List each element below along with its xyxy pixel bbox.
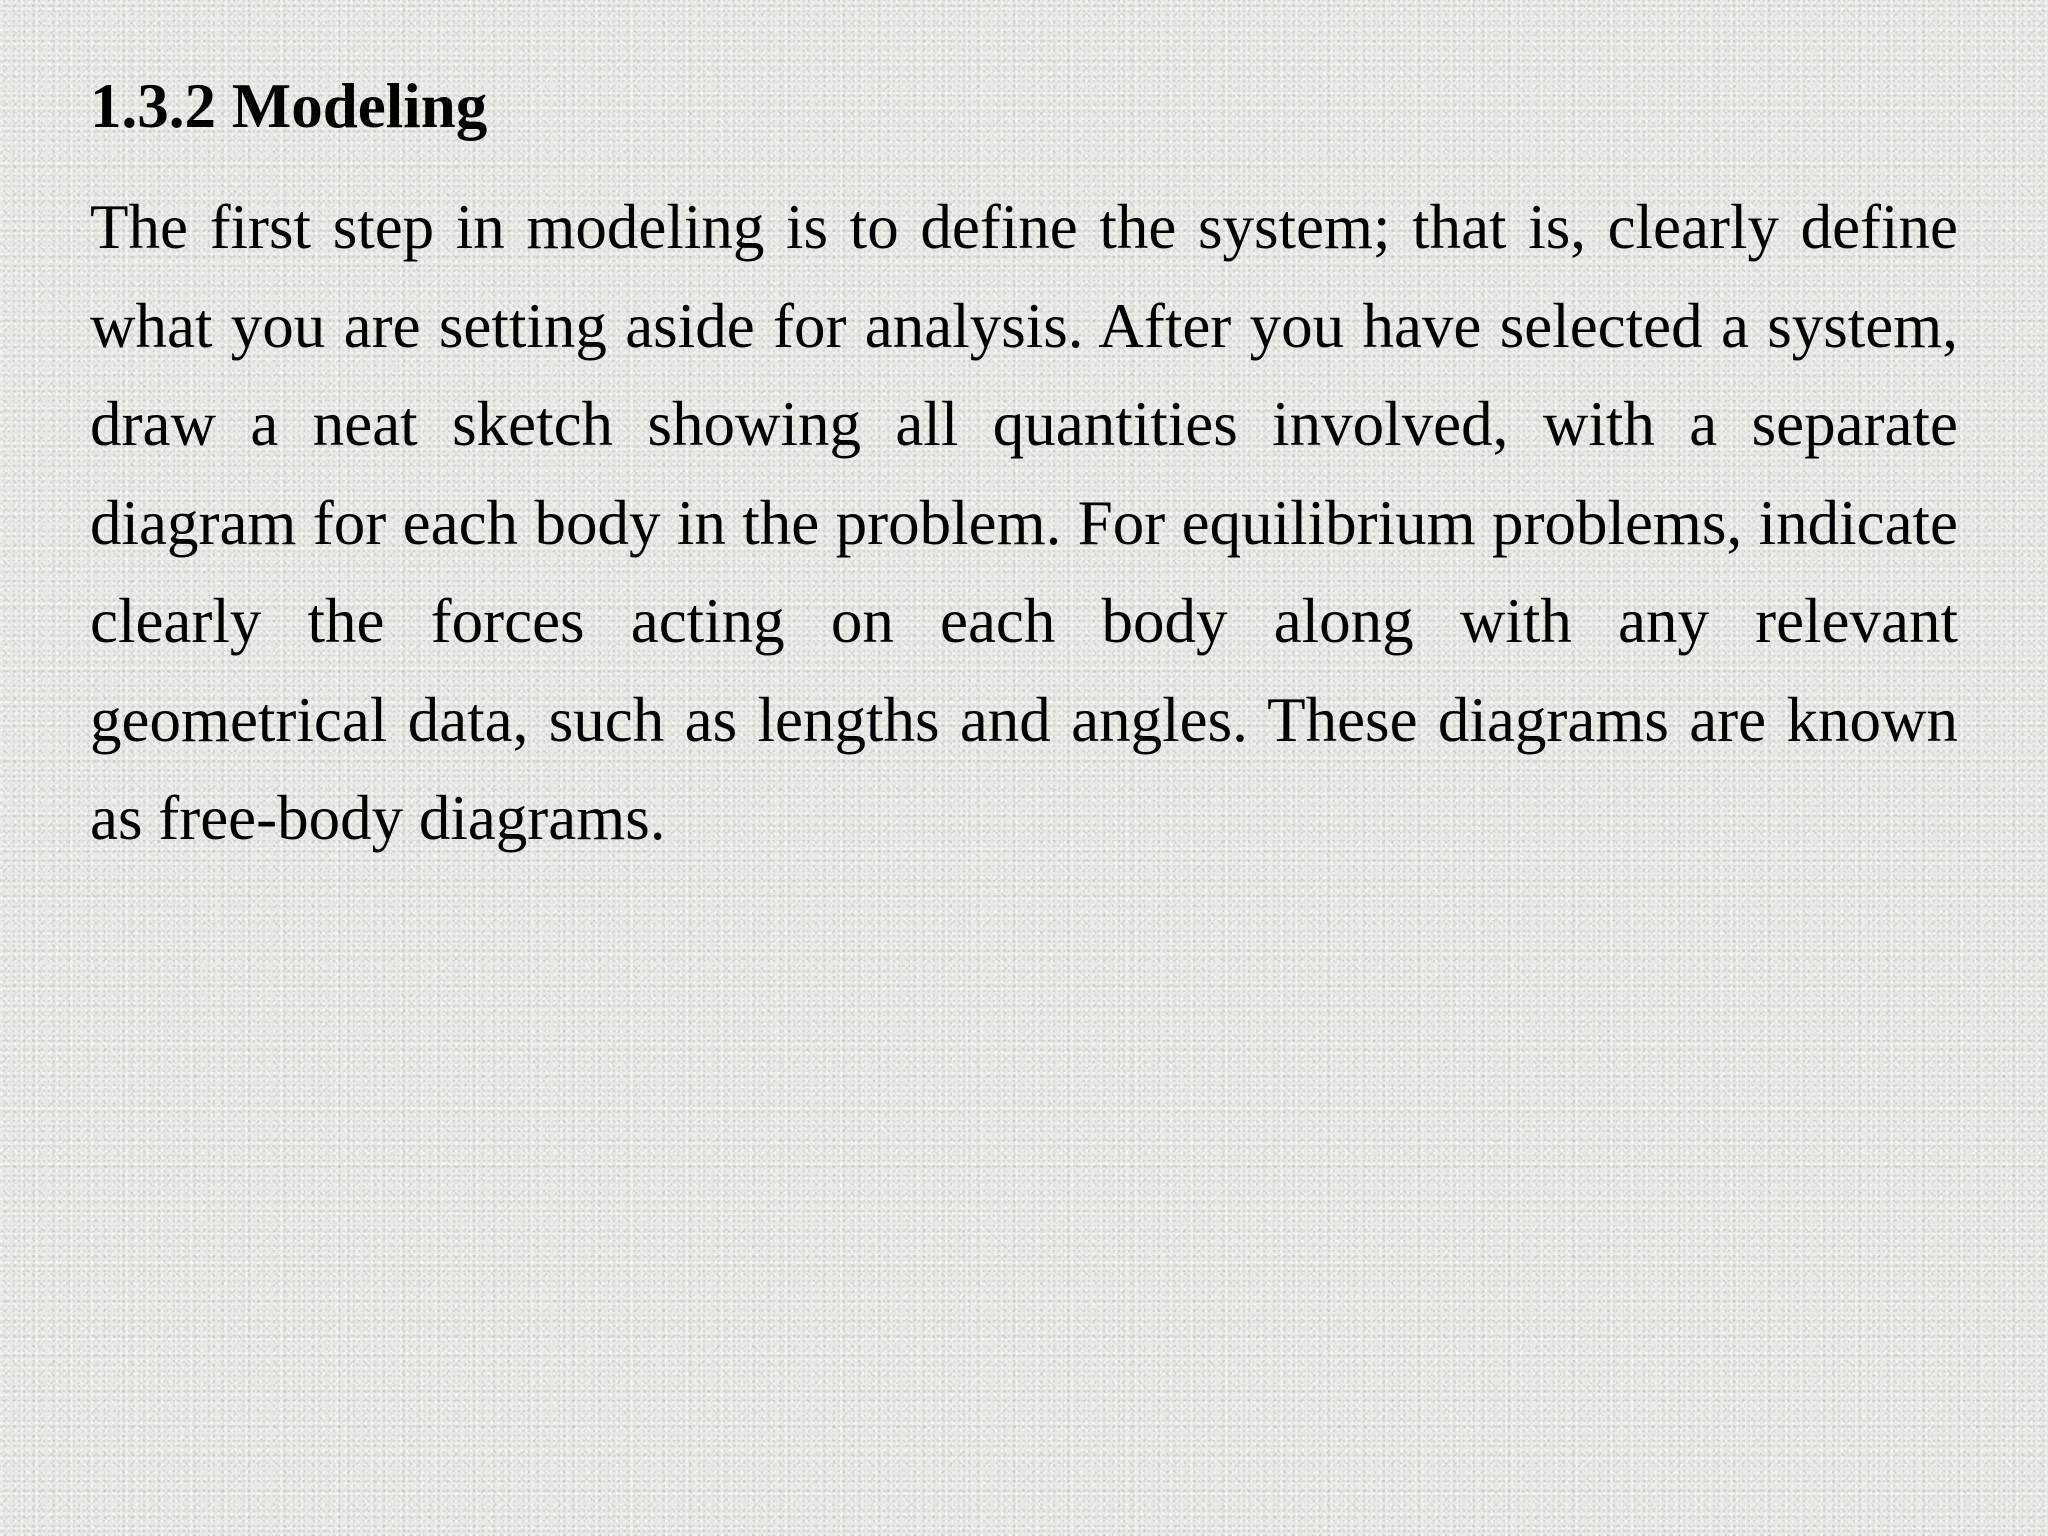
section-heading: 1.3.2 Modeling [90,71,488,141]
body-paragraph: The first step in modeling is to define the system; that is, clearly define what you are setting aside for analysis. After you have selected a system, draw a neat sketch showing all quantities involved, with a separate diagram for each body in the problem. For equilibrium problems, indicate clearly the forces acting on each body along with any relevant geometrical data, such as lengths and angles. These diagrams are known as free-body diagrams. [90,192,1958,853]
